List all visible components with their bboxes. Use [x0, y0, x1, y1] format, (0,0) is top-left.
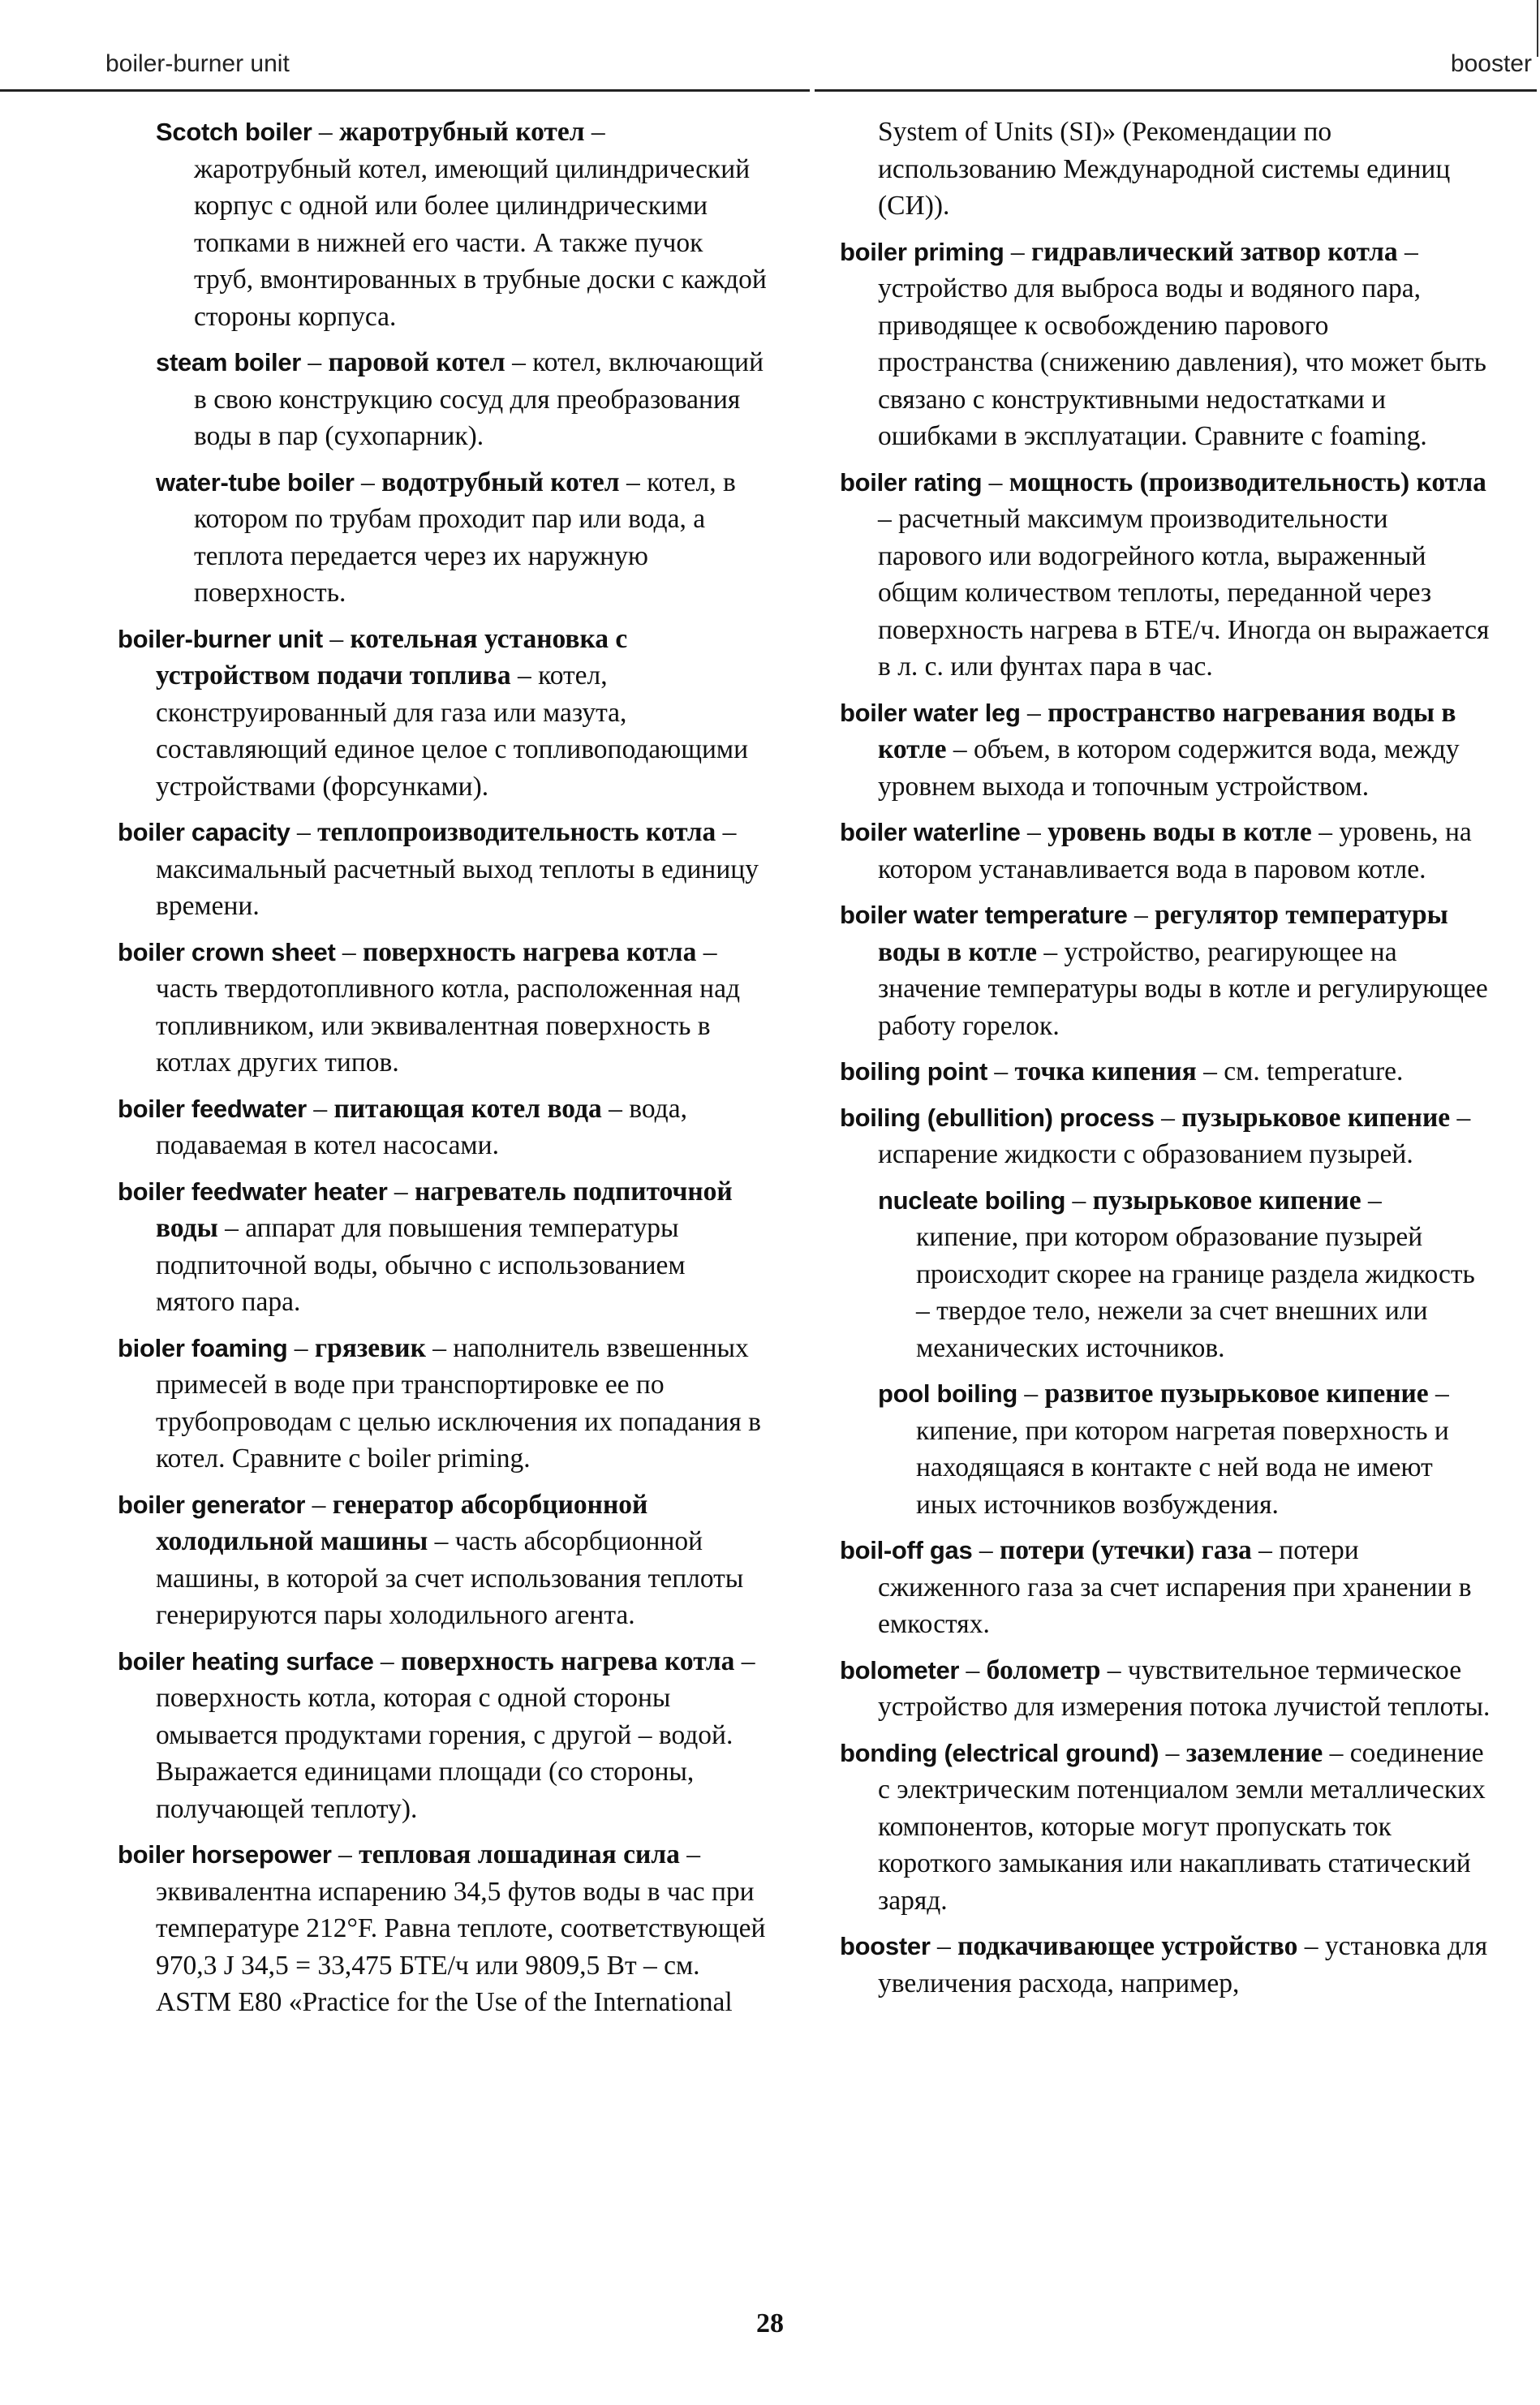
dictionary-entry: Scotch boiler – жаротрубный котел – жаротрубный котел, имеющий цилиндрический корпус с одной или более цилиндрическими топками в нижней его части. А также пучок труб, вмонтированных в трубные доски с каждой стороны корпуса. [156, 117, 767, 332]
entry-translation: подкачивающее устройство [957, 1931, 1298, 1961]
entry-translation: мощность (производительность) котла [1009, 467, 1486, 497]
dictionary-entry: boiler water leg – пространство нагревания воды в котле – объем, в котором содержится вода, между уровнем выхода и топочным устройством. [840, 697, 1460, 802]
dictionary-entry [840, 114, 1491, 225]
entry-definition: котел, сконструированный для газа или мазута, составляющий единое целое с топливоподающими устройствами (форсунками). [156, 660, 749, 802]
dictionary-entry: boiler water temperature – регулятор температуры воды в котле – устройство, реагирующее на значение температуры воды в котле и регулирующее работу горелок. [840, 900, 1488, 1041]
dictionary-entry: boil-off gas – потери (утечки) газа – потери сжиженного газа за счет испарения при хранении в емкостях. [840, 1535, 1472, 1639]
entry-definition: часть твердотопливного котла, расположенная над топливником, или эквивалентная поверхность в котлах других типов. [156, 974, 741, 1078]
entry-term: boiler-burner unit [118, 624, 323, 653]
dictionary-entry: boiler crown sheet – поверхность нагрева котла – часть твердотопливного котла, расположенная над топливником, или эквивалентная поверхность в котлах других типов. [118, 936, 741, 1078]
entry-translation: жаротрубный котел [338, 117, 585, 147]
entry-definition: кипение, при котором образование пузырей происходит скорее на границе раздела жидкость – твердое тело, нежели за счет внешних или механических источников. [916, 1222, 1475, 1363]
page-number: 28 [756, 2308, 784, 2338]
entry-term: boiler priming [840, 237, 1004, 266]
entry-translation: заземление [1185, 1737, 1323, 1768]
entry-translation: грязевик [314, 1332, 426, 1363]
dictionary-entry: bonding (electrical ground) – заземление – соединение с электрическим потенциалом земли металлических компонентов, которые могут пропускать ток короткого замыкания или накапливать статический заряд. [840, 1737, 1486, 1916]
entry-translation: пузырьковое кипение [1092, 1185, 1361, 1215]
dictionary-entry: pool boiling – развитое пузырьковое кипение – кипение, при котором нагретая поверхность и находящаяся в контакте с ней вода не имеют иных источников возбуждения. [878, 1379, 1449, 1520]
entry-definition: котел, включающий в свою конструкцию сосуд для преобразования воды в пар (сухопарник). [194, 347, 764, 451]
entry-definition: максимальный расчетный выход теплоты в единицу времени. [156, 854, 759, 921]
entry-term: boiler heating surface [118, 1646, 374, 1676]
dictionary-entry: boiler heating surface – поверхность нагрева котла – поверхность котла, которая с одной стороны омывается продуктами горения, с другой – водой. Выражается единицами площади (со стороны, получающей теплоту). [118, 1646, 755, 1824]
dictionary-entry: bioler foaming – грязевик – наполнитель взвешенных примесей в воде при транспортировке ее по трубопроводам с целью исключения их попадания в котел. Сравните с boiler priming. [118, 1332, 761, 1474]
header-rule-right [815, 89, 1537, 92]
dictionary-entry: booster – подкачивающее устройство – установка для увеличения расхода, например, [840, 1931, 1488, 1998]
entry-translation: болометр [986, 1654, 1101, 1685]
entry-translation: питающая котел вода [333, 1093, 602, 1124]
entry-term: water-tube boiler [156, 467, 355, 497]
entry-term: boiler water temperature [840, 901, 1128, 929]
entry-term: boiler feedwater heater [118, 1177, 388, 1206]
entry-definition: соединение с электрическим потенциалом земли металлических компонентов, которые могут пропускать ток короткого замыкания или накапливать статический заряд. [878, 1737, 1486, 1916]
right-column [840, 114, 1491, 2011]
entry-term: boiler water leg [840, 698, 1021, 727]
entry-translation: паровой котел [328, 347, 505, 377]
entry-term: boiler crown sheet [118, 937, 336, 966]
dictionary-entry: nucleate boiling – пузырьковое кипение – кипение, при котором образование пузырей происходит скорее на границе раздела жидкость – твердое тело, нежели за счет внешних или механических источников. [878, 1185, 1475, 1363]
dictionary-entry: boiler generator – генератор абсорбционной холодильной машины – часть абсорбционной машины, в которой за счет использования теплоты генерируются пары холодильного агента. [118, 1489, 744, 1630]
entry-translation: развитое пузырьковое кипение [1044, 1379, 1429, 1409]
page-edge-mark [1537, 0, 1538, 57]
entry-translation: тепловая лошадиная сила [359, 1839, 680, 1869]
entry-term: boiler rating [840, 467, 983, 497]
running-header-left: boiler-burner unit [105, 50, 290, 77]
dictionary-entry: boiler horsepower – тепловая лошадиная сила – эквивалентна испарению 34,5 футов воды в час при температуре 212°F. Равна теплоте, соответствующей 970,3 J 34,5 = 33,475 БТЕ/ч или 9809,5 Вт – см. ASTM E80 «Practice for the Use of the International [118, 1839, 766, 2017]
entry-definition: часть абсорбционной машины, в которой за счет использования теплоты генерируются пары холодильного агента. [156, 1526, 744, 1630]
entry-term: boiling (ebullition) process [840, 1103, 1155, 1132]
entry-term: boiler generator [118, 1490, 306, 1519]
entry-definition: устройство для выброса воды и водяного пара, приводящее к освобождению парового пространства (снижению давления), что может быть связано с конструктивными недостатками и ошибками в эксплуатации. Сравните с foaming. [878, 273, 1486, 451]
entry-definition: уровень, на котором устанавливается вода в паровом котле. [878, 817, 1472, 884]
entry-translation: теплопроизводительность котла [317, 817, 716, 847]
entry-term: steam boiler [156, 348, 302, 376]
entry-translation: регулятор температуры воды в котле [878, 900, 1448, 967]
dictionary-entry: boiler waterline – уровень воды в котле – уровень, на котором устанавливается вода в паровом котле. [840, 817, 1472, 884]
entry-definition: котел, в котором по трубам проходит пар или вода, а теплота передается через их наружную поверхность. [194, 467, 736, 608]
entry-translation: поверхность нагрева котла [401, 1646, 735, 1676]
entry-term: boiling point [840, 1057, 988, 1086]
entry-definition: кипение, при котором нагретая поверхность и находящаяся в контакте с ней вода не имеют иных источников возбуждения. [916, 1415, 1449, 1520]
entry-definition: расчетный максимум производительности парового или водогрейного котла, выраженный общим количеством теплоты, переданной через поверхность нагрева в БТЕ/ч. Иногда он выражается в л. с. или фунтах пара в час. [878, 504, 1490, 682]
entry-definition: System of Units (SI)» (Рекомендации по использованию Международной системы единиц (СИ)). [878, 117, 1451, 221]
entry-translation: уровень воды в котле [1047, 817, 1312, 847]
entry-definition: объем, в котором содержится вода, между уровнем выхода и топочным устройством. [878, 734, 1460, 802]
entry-term: boiler capacity [118, 818, 290, 846]
dictionary-entry: boiler feedwater heater – нагреватель подпиточной воды – аппарат для повышения температуры подпиточной воды, обычно с использованием мятого пара. [118, 1176, 733, 1317]
entry-definition: потери сжиженного газа за счет испарения при хранении в емкостях. [878, 1535, 1472, 1639]
entry-term: bioler foaming [118, 1333, 288, 1362]
entry-translation: водотрубный котел [381, 467, 620, 497]
dictionary-entry: water-tube boiler – водотрубный котел – котел, в котором по трубам проходит пар или вода, а теплота передается через их наружную поверхность. [156, 467, 736, 608]
entry-definition: вода, подаваемая в котел насосами. [156, 1093, 687, 1160]
entry-translation: точка кипения [1014, 1056, 1197, 1086]
dictionary-entry: bolometer – болометр – чувствительное термическое устройство для измерения потока лучистой теплоты. [840, 1654, 1491, 1722]
entry-translation: генератор абсорбционной холодильной машины [156, 1489, 648, 1556]
left-column [118, 114, 767, 2030]
entry-term: nucleate boiling [878, 1185, 1066, 1215]
entry-definition: чувствительное термическое устройство для измерения потока лучистой теплоты. [878, 1654, 1491, 1722]
entry-term: Scotch boiler [156, 118, 312, 146]
entry-term: bonding (electrical ground) [840, 1738, 1159, 1767]
entry-term: boil-off gas [840, 1536, 973, 1564]
running-header-right: booster [1450, 50, 1532, 77]
entry-term: bolometer [840, 1655, 960, 1684]
entry-translation: нагреватель подпиточной воды [156, 1176, 733, 1243]
entry-definition: устройство, реагирующее на значение температуры воды в котле и регулирующее работу горелок. [878, 936, 1488, 1041]
entry-translation: поверхность нагрева котла [363, 936, 697, 967]
entry-definition: жаротрубный котел, имеющий цилиндрический корпус с одной или более цилиндрическими топками в нижней его части. А также пучок труб, вмонтированных в трубные доски с каждой стороны корпуса. [194, 153, 767, 332]
dictionary-entry: boiler-burner unit – котельная установка с устройством подачи топлива – котел, сконструированный для газа или мазута, составляющий единое целое с топливоподающими устройствами (форсунками). [118, 623, 749, 802]
dictionary-entry: boiling point – точка кипения – см. temperature. [840, 1056, 1404, 1086]
entry-definition: испарение жидкости с образованием пузырей. [878, 1139, 1413, 1169]
entry-term: booster [840, 1932, 931, 1960]
dictionary-entry: boiler priming – гидравлический затвор котла – устройство для выброса воды и водяного пара, приводящее к освобождению парового пространства (снижению давления), что может быть связано с конструктивными недостатками и ошибками в эксплуатации. Сравните с foaming. [840, 236, 1486, 451]
entry-translation: котельная установка с устройством подачи топлива [156, 623, 628, 691]
header-rule-left [0, 89, 810, 92]
entry-translation: пузырьковое кипение [1181, 1102, 1451, 1133]
entry-definition: см. temperature. [1224, 1056, 1404, 1086]
entry-definition: поверхность котла, которая с одной стороны омывается продуктами горения, с другой – водой. Выражается единицами площади (со стороны, получающей теплоту). [156, 1683, 733, 1824]
dictionary-entry: boiler capacity – теплопроизводительность котла – максимальный расчетный выход теплоты в единицу времени. [118, 817, 759, 921]
entry-translation: пространство нагревания воды в котле [878, 697, 1456, 764]
entry-translation: потери (утечки) газа [999, 1535, 1252, 1565]
entry-definition: эквивалентна испарению 34,5 футов воды в час при температуре 212°F. Равна теплоте, соответствующей 970,3 J 34,5 = 33,475 БТЕ/ч или 9809,5 Вт – см. ASTM E80 «Practice for the Use of the International [156, 1876, 766, 2017]
entry-definition: аппарат для повышения температуры подпиточной воды, обычно с использованием мятого пара. [156, 1213, 686, 1317]
entry-definition: наполнитель взвешенных примесей в воде при транспортировке ее по трубопроводам с целью исключения их попадания в котел. Сравните с boiler priming. [156, 1332, 761, 1474]
dictionary-entry: steam boiler – паровой котел – котел, включающий в свою конструкцию сосуд для преобразования воды в пар (сухопарник). [156, 347, 764, 451]
entry-translation: гидравлический затвор котла [1030, 236, 1398, 267]
dictionary-entry: boiler feedwater – питающая котел вода – вода, подаваемая в котел насосами. [118, 1093, 687, 1160]
entry-term: pool boiling [878, 1379, 1018, 1408]
dictionary-entry: boiling (ebullition) process – пузырьковое кипение – испарение жидкости с образованием пузырей. [840, 1102, 1471, 1169]
entry-definition: установка для увеличения расхода, например, [878, 1931, 1488, 1998]
dictionary-entry: boiler rating – мощность (производительность) котла – расчетный максимум производительности парового или водогрейного котла, выраженный общим количеством теплоты, переданной через поверхность нагрева в БТЕ/ч. Иногда он выражается в л. с. или фунтах пара в час. [840, 467, 1490, 682]
entry-term: boiler feedwater [118, 1094, 307, 1123]
entry-term: boiler horsepower [118, 1840, 332, 1869]
entry-term: boiler waterline [840, 818, 1021, 846]
